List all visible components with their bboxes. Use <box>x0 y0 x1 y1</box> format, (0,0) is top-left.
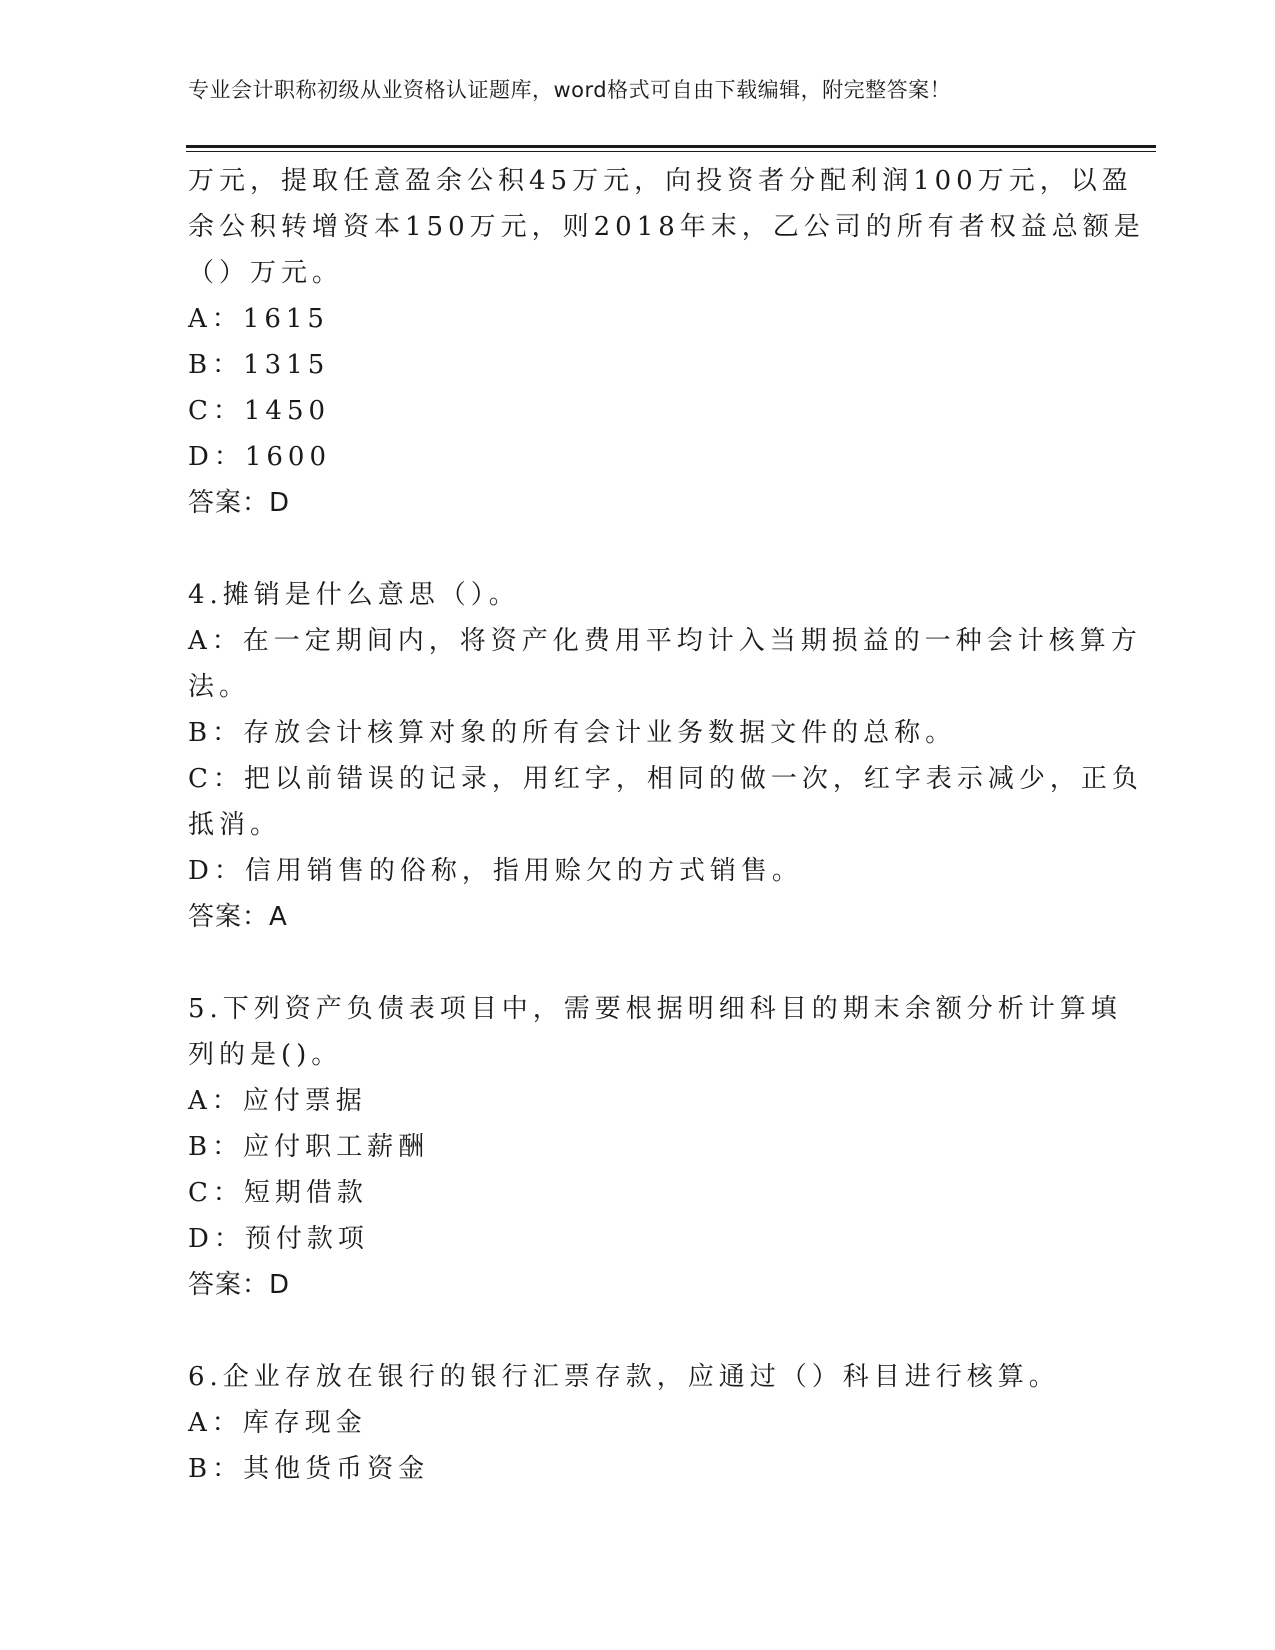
option-a: A：应付票据 <box>188 1086 367 1116</box>
option-a: A：1615 <box>188 304 329 334</box>
question-content <box>188 158 1145 1492</box>
option-c: C：1450 <box>188 396 331 426</box>
answer: 答案：D <box>188 488 291 518</box>
option-d: D：1600 <box>188 442 332 472</box>
question-text-line: 余公积转增资本150万元，则2018年末，乙公司的所有者权益总额是 <box>188 212 1145 242</box>
option-b: B：其他货币资金 <box>188 1454 430 1484</box>
header-rule-thick <box>186 145 1156 148</box>
option-d: D：预付款项 <box>188 1224 369 1254</box>
answer: 答案：D <box>188 1270 291 1300</box>
option-c-continued: 抵消。 <box>188 810 282 840</box>
option-c: C：短期借款 <box>188 1178 368 1208</box>
question-4 <box>188 572 1143 940</box>
option-b: B：1315 <box>188 350 330 380</box>
question-text-line: 6.企业存放在银行的银行汇票存款，应通过（）科目进行核算。 <box>188 1362 1060 1392</box>
question-text-line: 5.下列资产负债表项目中，需要根据明细科目的期末余额分析计算填 <box>188 994 1122 1024</box>
question-5 <box>188 986 1122 1308</box>
question-3 <box>188 158 1145 526</box>
page-header: 专业会计职称初级从业资格认证题库，word格式可自由下载编辑，附完整答案！ <box>188 78 952 102</box>
question-6 <box>188 1354 1078 1492</box>
answer: 答案：A <box>188 902 288 932</box>
option-a: A：库存现金 <box>188 1408 367 1438</box>
option-c: C：把以前错误的记录，用红字，相同的做一次，红字表示减少，正负 <box>188 764 1143 794</box>
header-rule-thin <box>186 151 1156 152</box>
question-text-line: （）万元。 <box>188 258 344 288</box>
question-text-line: 万元，提取任意盈余公积45万元，向投资者分配利润100万元，以盈 <box>188 166 1133 196</box>
question-text-line: 4.摊销是什么意思（）。 <box>188 580 520 610</box>
option-a-continued: 法。 <box>188 672 251 702</box>
option-b: B：应付职工薪酬 <box>188 1132 430 1162</box>
option-a: A：在一定期间内，将资产化费用平均计入当期损益的一种会计核算方 <box>188 626 1142 656</box>
option-d: D：信用销售的俗称，指用赊欠的方式销售。 <box>188 856 803 886</box>
question-text-line: 列的是()。 <box>188 1040 343 1070</box>
option-b: B：存放会计核算对象的所有会计业务数据文件的总称。 <box>188 718 957 748</box>
